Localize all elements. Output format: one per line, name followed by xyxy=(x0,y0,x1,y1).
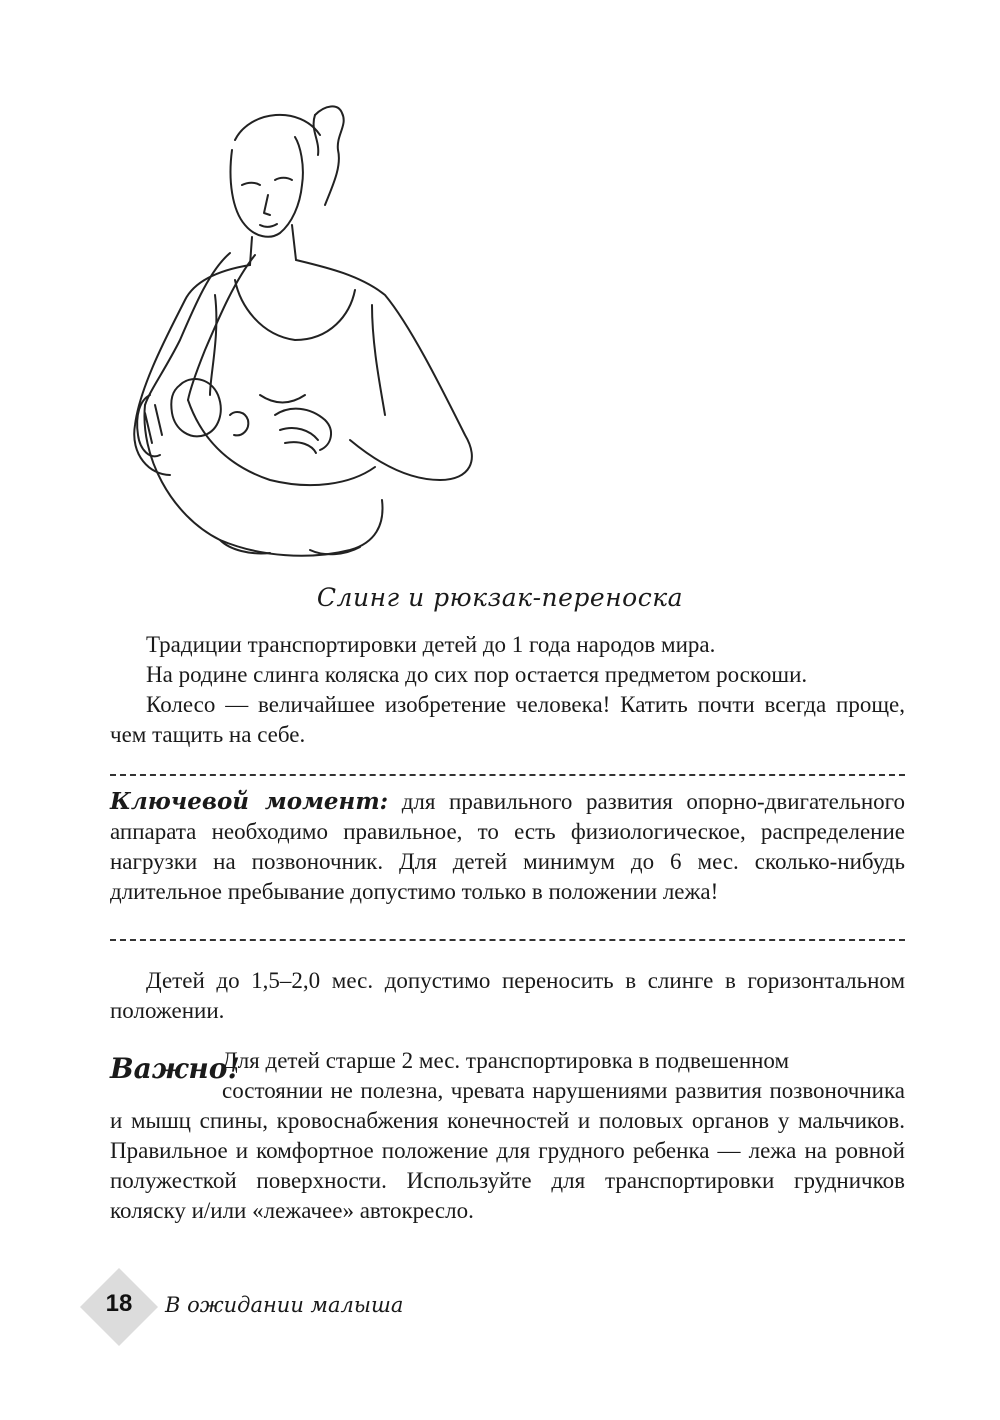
divider-bottom xyxy=(110,939,905,941)
key-moment-block xyxy=(110,787,905,907)
intro-paragraph-3: Колесо — величайшее изобретение человека! Катить почти всегда проще, чем тащить на себе. xyxy=(110,692,905,747)
page-number: 18 xyxy=(105,1290,133,1317)
running-title: В ожидании малыша xyxy=(165,1293,404,1317)
intro-paragraph-1: Традиции транспортировки детей до 1 года народов мира. xyxy=(146,632,716,657)
horizontal-carry-paragraph: Детей до 1,5–2,0 мес. допустимо переносить в слинге в горизонтальном положении. xyxy=(110,968,905,1023)
intro-paragraph-2: На родине слинга коляска до сих пор остается предметом роскоши. xyxy=(146,662,808,687)
important-block xyxy=(110,1046,905,1226)
divider-top xyxy=(110,774,905,776)
figure-caption: Слинг и рюкзак-переноска xyxy=(316,583,684,612)
important-text: состоянии не полезна, чревата нарушениями развития позвоночника и мышц спины, кровоснабжения конечностей и половых органов у мальчиков. Правильное и комфортное положение для грудного ребенка — лежа на ровной полужесткой поверхности. Используйте для транспортировки грудничков коляску и/или «лежачее» автокресло. xyxy=(110,1078,905,1223)
woman-with-baby-sling-illustration xyxy=(110,95,510,575)
important-label: Важно! xyxy=(110,1052,240,1085)
important-lead-text: Для детей старше 2 мес. транспортировка в подвешенном xyxy=(222,1048,790,1073)
key-moment-label: Ключевой момент: xyxy=(110,788,389,815)
key-moment-text: для правильного развития опорно-двигательного аппарата необходимо правильное, то есть физиологическое, распределение нагрузки на позвоночник. Для детей минимум до 6 мес. сколько-нибудь длительное пребывание допустимо только в положении лежа! xyxy=(110,789,906,904)
